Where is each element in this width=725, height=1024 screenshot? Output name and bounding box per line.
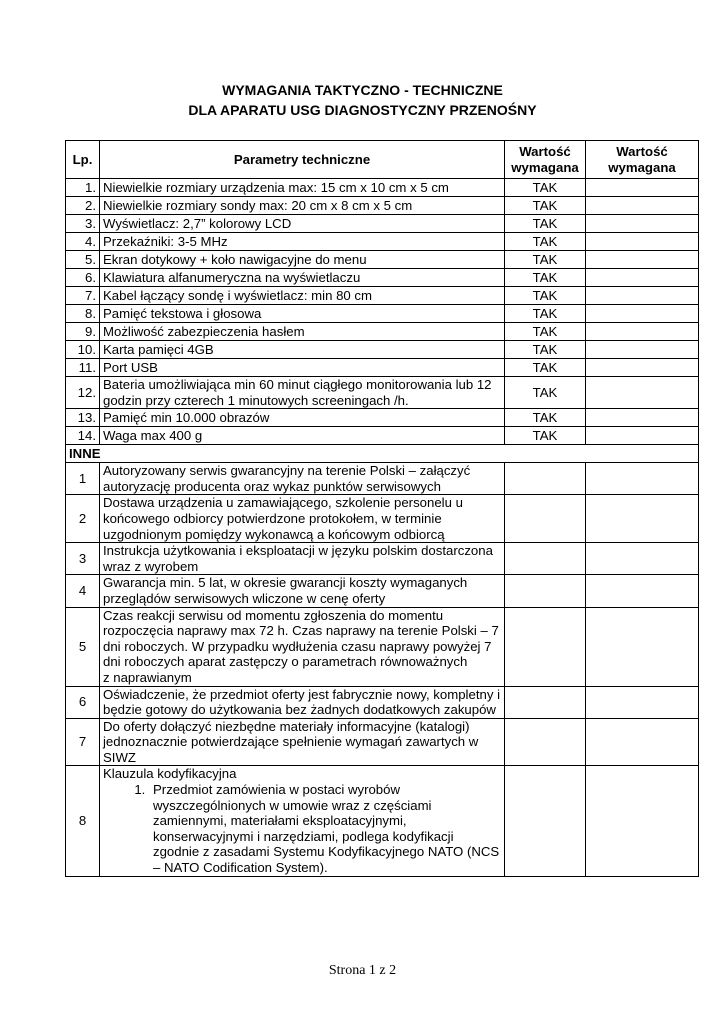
row-required: TAK <box>505 341 586 359</box>
row-text: Przekaźniki: 3-5 MHz <box>100 233 505 251</box>
row-lp: 5 <box>66 607 100 686</box>
row-text: Autoryzowany serwis gwarancyjny na terenie Polski – załączyć autoryzację producenta oraz wykaz punktów serwisowych <box>100 463 505 495</box>
clause-heading: Klauzula kodyfikacyjna <box>103 766 237 782</box>
row-offered <box>586 197 699 215</box>
row-required: TAK <box>505 179 586 197</box>
row-lp: 8 <box>66 766 100 876</box>
table-row <box>66 359 699 377</box>
row-lp: 1. <box>66 179 100 197</box>
row-offered <box>586 179 699 197</box>
row-lp: 7. <box>66 287 100 305</box>
row-required: TAK <box>505 305 586 323</box>
clause-list <box>103 782 501 876</box>
row-offered <box>586 718 699 766</box>
row-lp: 8. <box>66 305 100 323</box>
row-required: TAK <box>505 251 586 269</box>
row-required: TAK <box>505 197 586 215</box>
table-row <box>66 287 699 305</box>
row-offered <box>586 495 699 543</box>
row-lp: 6 <box>66 686 100 718</box>
row-text: Instrukcja użytkowania i eksploatacji w języku polskim dostarczona wraz z wyrobem <box>100 543 505 575</box>
header-lp: Lp. <box>66 141 100 179</box>
row-offered <box>586 251 699 269</box>
row-offered <box>586 377 699 409</box>
row-offered <box>586 766 699 876</box>
table-row <box>66 686 699 718</box>
row-offered <box>586 409 699 427</box>
row-text: Karta pamięci 4GB <box>100 341 505 359</box>
title-line-1: WYMAGANIA TAKTYCZNO - TECHNICZNE <box>222 82 503 98</box>
section-label: INNE <box>66 445 699 463</box>
row-text <box>100 766 505 876</box>
row-lp: 1 <box>66 463 100 495</box>
row-lp: 9. <box>66 323 100 341</box>
row-offered <box>586 341 699 359</box>
row-text: Ekran dotykowy + koło nawigacyjne do menu <box>100 251 505 269</box>
row-text-tail: z naprawianym <box>103 669 192 685</box>
row-required <box>505 686 586 718</box>
table-row <box>66 215 699 233</box>
row-required: TAK <box>505 409 586 427</box>
row-offered <box>586 359 699 377</box>
table-row <box>66 323 699 341</box>
row-lp: 6. <box>66 269 100 287</box>
row-text: Oświadczenie, że przedmiot oferty jest fabrycznie nowy, kompletny i będzie gotowy do użytkowania bez żadnych dodatkowych zakupów <box>100 686 505 718</box>
row-offered <box>586 686 699 718</box>
row-offered <box>586 215 699 233</box>
clause-item: 1. Przedmiot zamówienia w postaci wyrobów wyszczególnionych w umowie wraz z częściami zamiennymi, materiałami eksploatacyjnymi, konserwacyjnymi i narzędziami, podlega kodyfikacji zgodnie z zasadami Systemu Kodyfikacyjnego NATO (NCS – NATO Codification System). <box>149 782 501 876</box>
row-required <box>505 766 586 876</box>
table-row <box>66 197 699 215</box>
table-row <box>66 543 699 575</box>
header-params: Parametry techniczne <box>100 141 505 179</box>
row-text: Port USB <box>100 359 505 377</box>
main-rows <box>66 179 699 445</box>
row-required <box>505 543 586 575</box>
row-offered <box>586 463 699 495</box>
table-row <box>66 766 699 876</box>
row-text <box>100 607 505 686</box>
table-row <box>66 305 699 323</box>
row-lp: 3. <box>66 215 100 233</box>
table-row <box>66 269 699 287</box>
table-row <box>66 409 699 427</box>
row-lp: 13. <box>66 409 100 427</box>
row-lp: 3 <box>66 543 100 575</box>
row-required: TAK <box>505 215 586 233</box>
row-offered <box>586 287 699 305</box>
row-text: Bateria umożliwiająca min 60 minut ciągłego monitorowania lub 12 godzin przy czterech 1 minutowych screeningach /h. <box>100 377 505 409</box>
row-lp: 4. <box>66 233 100 251</box>
row-text: Dostawa urządzenia u zamawiającego, szkolenie personelu u końcowego odbiorcy potwierdzone protokołem, w terminie uzgodnionym pomiędzy wykonawcą a końcowym odbiorcą <box>100 495 505 543</box>
row-lp: 2 <box>66 495 100 543</box>
row-offered <box>586 427 699 445</box>
row-required: TAK <box>505 377 586 409</box>
header-offered: Wartość wymagana <box>586 141 699 179</box>
table-row <box>66 341 699 359</box>
row-lp: 2. <box>66 197 100 215</box>
row-offered <box>586 323 699 341</box>
table-row <box>66 495 699 543</box>
row-offered <box>586 607 699 686</box>
table-row <box>66 575 699 607</box>
table-row <box>66 233 699 251</box>
row-text: Wyświetlacz: 2,7” kolorowy LCD <box>100 215 505 233</box>
row-offered <box>586 305 699 323</box>
row-text: Możliwość zabezpieczenia hasłem <box>100 323 505 341</box>
row-text-main: Czas reakcji serwisu od momentu zgłoszenia do momentu rozpoczęcia naprawy max 72 h. Czas naprawy na terenie Polski – 7 dni roboczych. W przypadku wydłużenia czasu naprawy powyżej 7 dni roboczych aparat zastępczy o parametrach równoważnych <box>103 607 499 670</box>
row-required: TAK <box>505 323 586 341</box>
row-required: TAK <box>505 269 586 287</box>
row-lp: 10. <box>66 341 100 359</box>
row-text: Kabel łączący sondę i wyświetlacz: min 80 cm <box>100 287 505 305</box>
table-row <box>66 377 699 409</box>
spec-table <box>65 140 699 877</box>
row-offered <box>586 233 699 251</box>
row-required <box>505 463 586 495</box>
row-offered <box>586 575 699 607</box>
row-text: Do oferty dołączyć niezbędne materiały informacyjne (katalogi) jednoznacznie potwierdzające spełnienie wymagań zawartych w SIWZ <box>100 718 505 766</box>
table-row <box>66 463 699 495</box>
table-row <box>66 179 699 197</box>
row-required: TAK <box>505 233 586 251</box>
table-header-row <box>66 141 699 179</box>
row-text: Waga max 400 g <box>100 427 505 445</box>
row-lp: 7 <box>66 718 100 766</box>
row-lp: 11. <box>66 359 100 377</box>
row-text: Pamięć min 10.000 obrazów <box>100 409 505 427</box>
row-required: TAK <box>505 359 586 377</box>
section-row-inne <box>66 445 699 463</box>
row-offered <box>586 543 699 575</box>
row-lp: 5. <box>66 251 100 269</box>
row-required: TAK <box>505 427 586 445</box>
page-footer: Strona 1 z 2 <box>328 963 397 978</box>
row-text: Niewielkie rozmiary urządzenia max: 15 cm x 10 cm x 5 cm <box>100 179 505 197</box>
row-required <box>505 575 586 607</box>
row-lp: 14. <box>66 427 100 445</box>
table-row <box>66 427 699 445</box>
row-required: TAK <box>505 287 586 305</box>
row-text: Pamięć tekstowa i głosowa <box>100 305 505 323</box>
title-line-2: DLA APARATU USG DIAGNOSTYCZNY PRZENOŚNY <box>188 102 537 118</box>
row-text: Gwarancja min. 5 lat, w okresie gwarancji koszty wymaganych przeglądów serwisowych wliczone w cenę oferty <box>100 575 505 607</box>
row-text: Klawiatura alfanumeryczna na wyświetlaczu <box>100 269 505 287</box>
table-row <box>66 718 699 766</box>
document-title <box>0 80 725 120</box>
row-required <box>505 495 586 543</box>
row-required <box>505 718 586 766</box>
table-row <box>66 607 699 686</box>
row-offered <box>586 269 699 287</box>
header-required: Wartość wymagana <box>505 141 586 179</box>
row-lp: 12. <box>66 377 100 409</box>
row-text: Niewielkie rozmiary sondy max: 20 cm x 8 cm x 5 cm <box>100 197 505 215</box>
row-lp: 4 <box>66 575 100 607</box>
other-rows <box>66 463 699 876</box>
row-required <box>505 607 586 686</box>
table-row <box>66 251 699 269</box>
